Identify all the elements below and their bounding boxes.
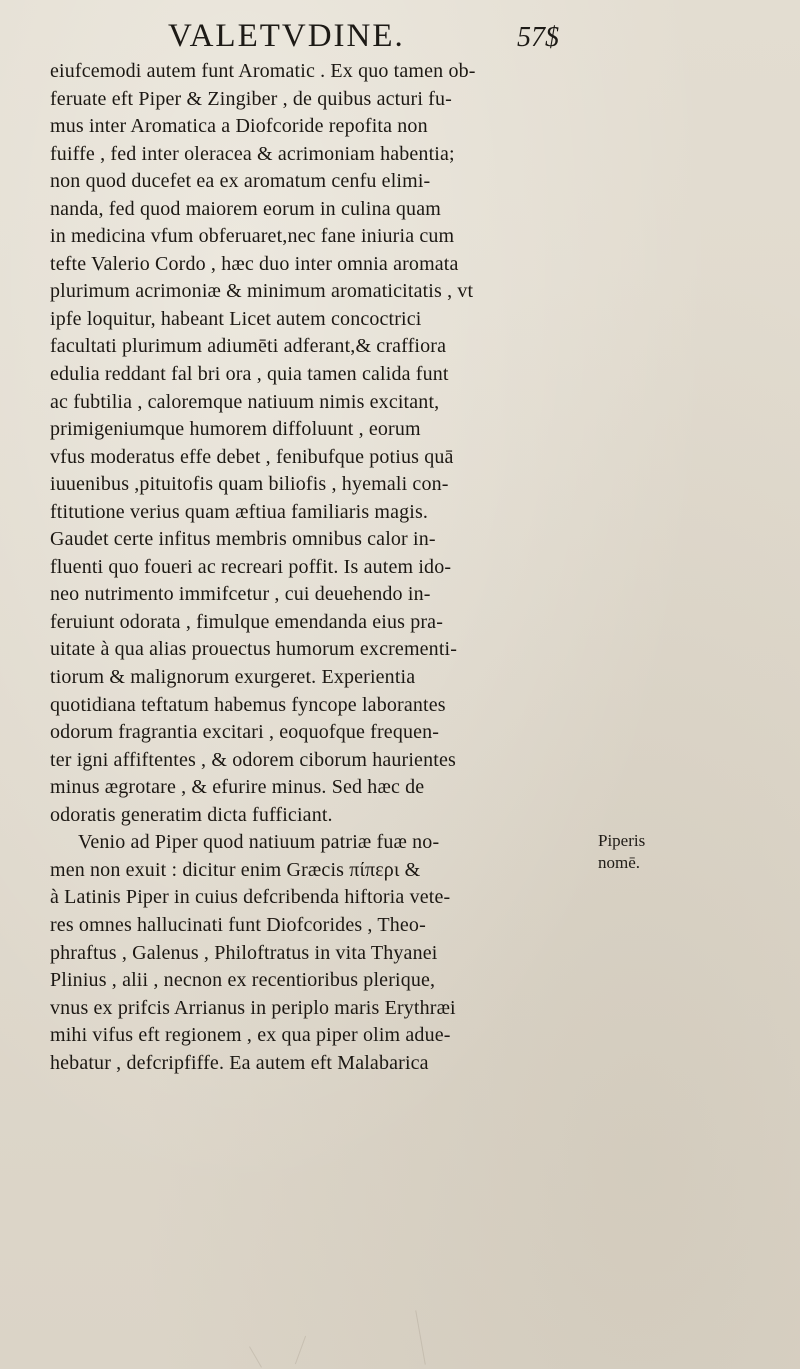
text-line: hebatur , defcripfiffe. Ea autem eft Malabarica [50,1051,429,1074]
text-line: ftitutione verius quam æftiua familiaris magis. [50,500,429,523]
text-line: ipfe loquitur, habeant Licet autem concoctrici [50,307,422,330]
running-head [0,14,800,58]
text-line: minus ægrotare , & efurire minus. Sed hæc de [50,776,425,799]
text-line: res omnes hallucinati funt Diofcorides , Theo- [50,913,426,936]
text-line: phraftus , Galenus , Philoftratus in vita Thyanei [50,941,438,964]
text-line: eiufcemodi autem funt Aromatic . Ex quo tamen ob- [50,60,476,82]
body-text [50,58,580,1077]
text-line: edulia reddant fal bri ora , quia tamen calida funt [50,363,449,386]
text-line: mihi vifus eft regionem , ex qua piper olim adue- [50,1024,451,1047]
text-line: quotidiana teftatum habemus fyncope laborantes [50,693,446,716]
paper-crease [249,1346,262,1367]
text-line: vnus ex prifcis Arrianus in periplo maris Erythræi [50,996,456,1019]
text-line: plurimum acrimoniæ & minimum aromaticitatis , vt [50,280,474,303]
paragraph-start-line: Venio ad Piper quod natiuum patriæ fuæ no- [78,831,440,854]
text-line: ac fubtilia , caloremque natiuum nimis excitant, [50,390,440,413]
text-line: vfus moderatus effe debet , fenibufque potius quā [50,445,454,468]
paper-crease [295,1336,306,1365]
text-line: odorum fragrantia excitari , eoquofque frequen- [50,721,440,744]
text-line: Plinius , alii , necnon ex recentioribus plerique, [50,969,436,992]
margin-note-line: Piperis [598,831,646,850]
text-line: in medicina vfum obferuaret,nec fane iniuria cum [50,225,455,248]
text-line: primigeniumque humorem diffoluunt , eorum [50,418,421,441]
text-line: mus inter Aromatica a Diofcoride repofita non [50,115,428,138]
text-line: feruiunt odorata , fimulque emendanda eius pra- [50,610,444,633]
text-line: feruate eft Piper & Zingiber , de quibus acturi fu- [50,87,452,110]
text-line: uitate à qua alias prouectus humorum excrementi- [50,638,458,661]
text-line: odoratis generatim dicta fufficiant. [50,803,333,826]
text-line: tefte Valerio Cordo , hæc duo inter omnia aromata [50,252,459,275]
text-line: à Latinis Piper in cuius defcribenda hiftoria vete- [50,886,451,909]
text-line: tiorum & malignorum exurgeret. Experientia [50,666,416,689]
text-line: neo nutrimento immifcetur , cui deuehendo in- [50,583,431,606]
margin-note-line: nomē. [598,853,641,872]
text-line: men non exuit : dicitur enim Græcis πίπερι & [50,858,421,881]
text-line: non quod ducefet ea ex aromatum cenfu elimi- [50,170,431,193]
text-line: fluenti quo foueri ac recreari poffit. Is autem ido- [50,555,452,578]
text-line: fuiffe , fed inter oleracea & acrimoniam habentia; [50,142,455,165]
text-line: nanda, fed quod maiorem eorum in culina quam [50,197,441,220]
text-line: Gaudet certe infitus membris omnibus calor in- [50,528,436,551]
page-number: 57$ [517,22,559,53]
text-line: facultati plurimum adiumēti adferant,& craffiora [50,335,447,358]
paper-crease [415,1310,426,1364]
text-line: ter igni affiftentes , & odorem ciborum haurientes [50,748,456,771]
margin-note [598,830,674,874]
running-title: VALETVDINE. [168,18,405,54]
text-line: iuuenibus ,pituitofis quam biliofis , hyemali con- [50,473,449,496]
